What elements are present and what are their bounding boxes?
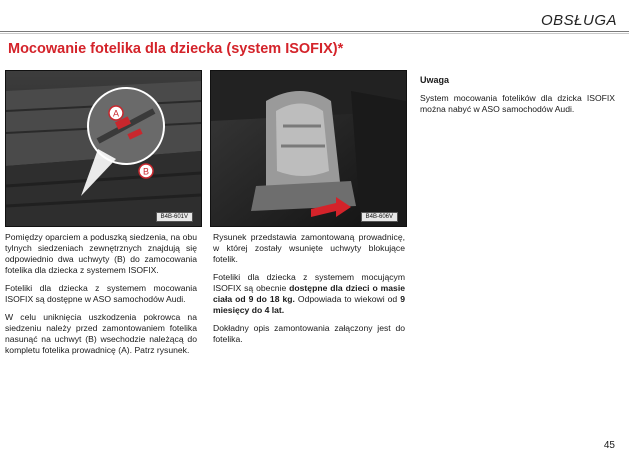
note-text: System mocowania fotelików dla dzicka ISOFIX można nabyć w ASO samochodów Audi. [420,93,615,114]
note-box [420,75,615,122]
weight-range: dostępne dla dzieci o masie ciała od 9 do 18 kg. [213,283,405,304]
header-rule [0,31,629,32]
page-title: Mocowanie fotelika dla dziecka (system ISOFIX)* [8,41,344,57]
text-span: Foteliki dla dziecka z systemem mocującym ISOFIX są obecnie [213,272,405,293]
figure-isofix-seat [210,70,407,227]
note-title: Uwaga [420,75,450,85]
paragraph-weight-age [213,272,405,316]
isofix-anchors-illustration [6,71,201,226]
figure-code: B4B-606V [361,212,398,222]
paragraph: Pomiędzy oparciem a poduszką siedzenia, na obu tylnych siedzeniach zewnętrznych znajdują się odpowiednio dwa uchwyty (B) do zamocowania fotelika dla dziecka z systemem ISOFIX. [5,232,197,275]
age-range: 9 miesięcy do 4 lat. [213,294,405,315]
text-column-2 [213,232,405,352]
paragraph: Rysunek przedstawia zamontowaną prowadnicę, w której zostały wsunięte uchwyty blokujące fotelik. [213,232,405,264]
figure-code: B4B-601V [156,212,193,222]
header-rule-secondary [0,33,629,34]
text-span: Odpowiada to wiekowi od [294,294,401,304]
paragraph: Dokładny opis zamontowania załączony jest do fotelika. [213,323,405,344]
figure-isofix-anchors [5,70,202,227]
text-column-1 [5,232,197,363]
figure-label-b: B [142,166,150,177]
section-label: OBSŁUGA [535,12,617,29]
paragraph: W celu uniknięcia uszkodzenia pokrowca na siedzeniu należy przed zamontowaniem fotelika nasunąć na uchwyt (B) wsechodzie należącą do kompletu fotelika prowadnicę (A). Patrz rysunek. [5,312,197,355]
isofix-seat-illustration [211,71,406,226]
paragraph: Foteliki dla dziecka z systemem mocowania ISOFIX są dostępne w ASO samochodów Audi. [5,283,197,304]
page-number: 45 [603,440,615,451]
figure-label-a: A [112,108,120,119]
